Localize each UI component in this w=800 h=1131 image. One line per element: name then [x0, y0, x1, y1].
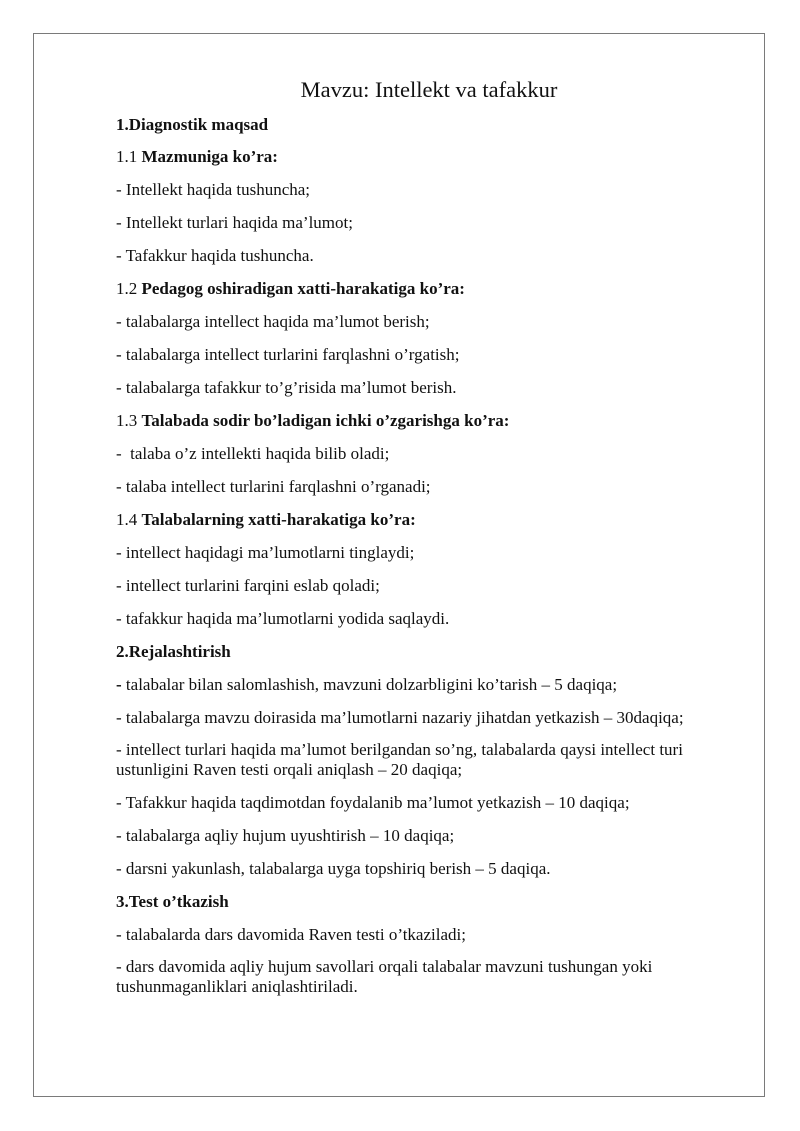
list-item: - talabalarga intellect turlarini farqlashni o’rgatish; [116, 345, 460, 364]
list-item: - Intellekt haqida tushuncha; [116, 180, 311, 199]
list-item: - talabalarga aqliy hujum uyushtirish – 10 daqiqa; [116, 826, 455, 845]
list-item: - Tafakkur haqida tushuncha. [116, 246, 314, 265]
list-item: - dars davomida aqliy hujum savollari orqali talabalar mavzuni tushungan yoki tushunmaganliklari aniqlashtiriladi. [116, 957, 653, 996]
list-item: - talabalarda dars davomida Raven testi o’tkaziladi; [116, 925, 466, 944]
list-item: - Tafakkur haqida taqdimotdan foydalanib ma’lumot yetkazish – 10 daqiqa; [116, 793, 630, 812]
list-item: - Intellekt turlari haqida ma’lumot; [116, 213, 353, 232]
list-item: - talabalarga intellect haqida ma’lumot berish; [116, 312, 430, 331]
list-item: - talabalarga tafakkur to’g’risida ma’lumot berish. [116, 378, 457, 397]
subsection-heading-1-2 [116, 278, 756, 299]
document-body [116, 114, 756, 997]
list-item [116, 674, 756, 695]
subsection-heading-1-1 [116, 146, 756, 167]
subsection-heading-1-4 [116, 509, 756, 530]
list-item: - intellect turlarini farqini eslab qoladi; [116, 576, 380, 595]
section-heading-test: 3.Test o’tkazish [116, 892, 229, 911]
subsection-label: Pedagog oshiradigan xatti-harakatiga ko’ra: [141, 279, 465, 298]
subsection-label: Mazmuniga ko’ra: [141, 147, 278, 166]
list-item: - tafakkur haqida ma’lumotlarni yodida saqlaydi. [116, 609, 450, 628]
list-item: - talaba o’z intellekti haqida bilib oladi; [116, 444, 390, 463]
subsection-number: 1.2 [116, 279, 142, 298]
list-item: - intellect turlari haqida ma’lumot berilgandan so’ng, talabalarda qaysi intellect turi ustunligini Raven testi orqali aniqlash – 20 daqiqa; [116, 740, 683, 779]
bold-dash: - [116, 675, 122, 694]
section-heading-rejalashtirish: 2.Rejalashtirish [116, 642, 231, 661]
subsection-heading-1-3 [116, 410, 756, 431]
list-item: - talabalarga mavzu doirasida ma’lumotlarni nazariy jihatdan yetkazish – 30daqiqa; [116, 708, 684, 727]
list-item: - talaba intellect turlarini farqlashni o’rganadi; [116, 477, 431, 496]
section-heading-diagnostik: 1.Diagnostik maqsad [116, 115, 269, 134]
list-item-text: talabalar bilan salomlashish, mavzuni dolzarbligini ko’tarish – 5 daqiqa; [121, 675, 618, 694]
list-item: - darsni yakunlash, talabalarga uyga topshiriq berish – 5 daqiqa. [116, 859, 551, 878]
subsection-label: Talabada sodir bo’ladigan ichki o’zgarishga ko’ra: [141, 411, 510, 430]
list-item: - intellect haqidagi ma’lumotlarni tinglaydi; [116, 543, 415, 562]
document-title: Mavzu: Intellekt va tafakkur [300, 77, 558, 102]
subsection-number: 1.4 [116, 510, 142, 529]
subsection-label: Talabalarning xatti-harakatiga ko’ra: [141, 510, 416, 529]
subsection-number: 1.1 [116, 147, 142, 166]
subsection-number: 1.3 [116, 411, 142, 430]
